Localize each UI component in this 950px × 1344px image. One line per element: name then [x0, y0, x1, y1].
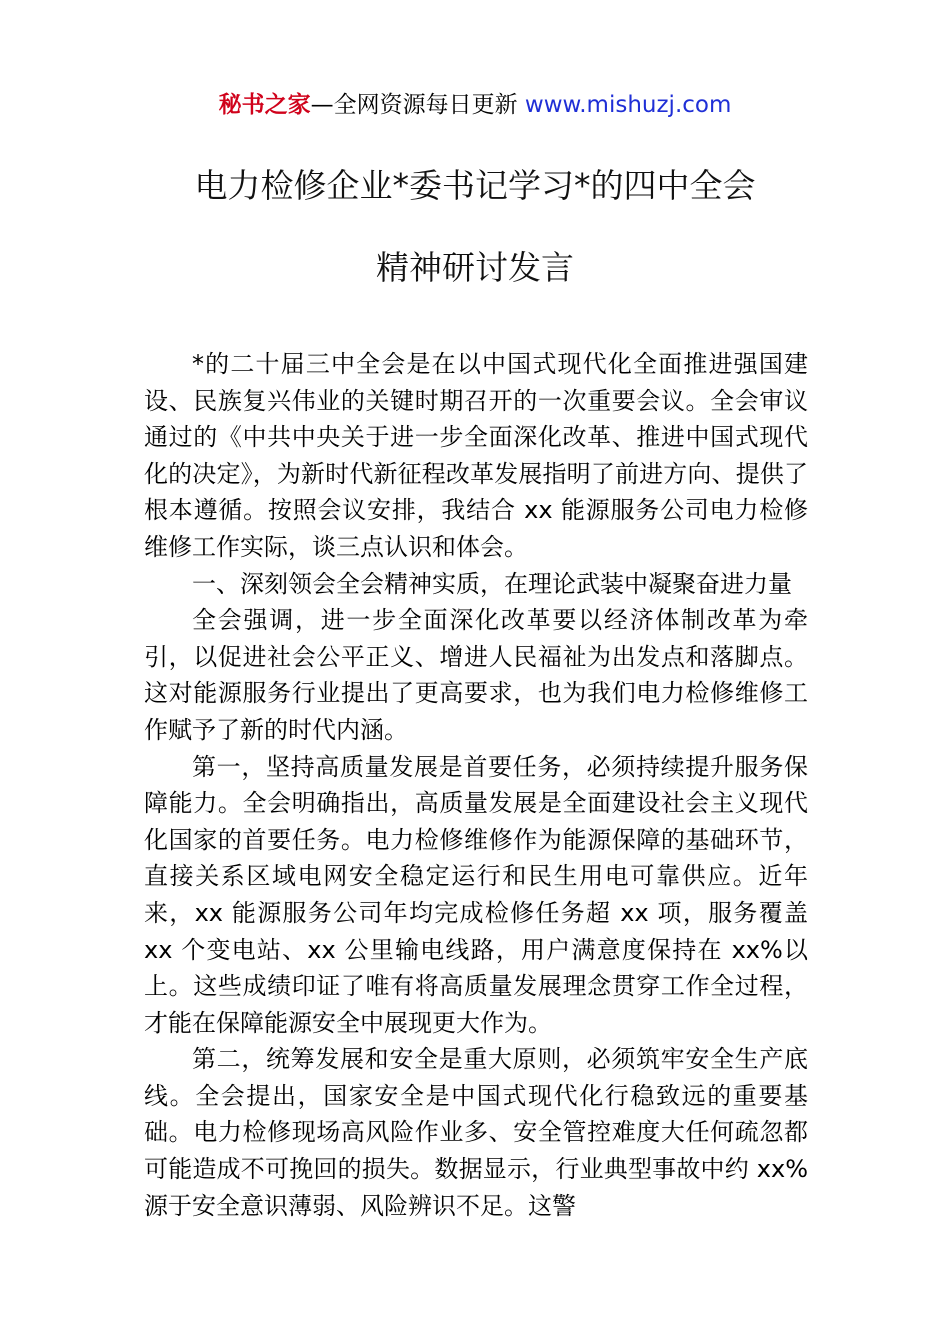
brand-name: 秘书之家 — [218, 92, 311, 118]
paragraph-intro: *的二十届三中全会是在以中国式现代化全面推进强国建设、民族复兴伟业的关键时期召开的一次重要会议。全会审议通过的《中共中央关于进一步全面深化改革、推进中国式现代化的决定》，为新时代新征程改革发展指明了前进方向、提供了根本遵循。按照会议安排，我结合 xx 能源服务公司电力检修维修工作实际，谈三点认识和体会。 — [144, 350, 808, 561]
title-line-1: 电力检修企业*委书记学习*的四中全会 — [194, 166, 756, 205]
paragraph-point-1: 第一，坚持高质量发展是首要任务，必须持续提升服务保障能力。全会明确指出，高质量发展是全面建设社会主义现代化国家的首要任务。电力检修维修作为能源保障的基础环节，直接关系区域电网安全稳定运行和民生用电可靠供应。近年来，xx 能源服务公司年均完成检修任务超 xx 项，服务覆盖 xx 个变电站、xx 公里输电线路，用户满意度保持在 xx%以上。这些成绩印证了唯有将高质量发展理念贯穿工作全过程，才能在保障能源安全中展现更大作为。 — [144, 752, 808, 1037]
paragraph-point-2: 第二，统筹发展和安全是重大原则，必须筑牢安全生产底线。全会提出，国家安全是中国式现代化行稳致远的重要基础。电力检修现场高风险作业多、安全管控难度大任何疏忽都可能造成不可挽回的损失。数据显示，行业典型事故中约 xx%源于安全意识薄弱、风险辨识不足。这警 — [144, 1045, 808, 1220]
paragraph-section-1: 全会强调，进一步全面深化改革要以经济体制改革为牵引，以促进社会公平正义、增进人民福祉为出发点和落脚点。这对能源服务行业提出了更高要求，也为我们电力检修维修工作赋予了新的时代内涵。 — [144, 606, 808, 744]
document-body — [144, 346, 808, 1224]
document-title — [0, 158, 950, 296]
title-line-2: 精神研讨发言 — [376, 248, 574, 287]
website-link[interactable]: www.mishuzj.com — [524, 92, 732, 118]
page-header — [0, 88, 950, 122]
section-heading-1: 一、深刻领会全会精神实质，在理论武装中凝聚奋进力量 — [192, 569, 792, 598]
header-slogan: —全网资源每日更新 — [310, 92, 518, 118]
